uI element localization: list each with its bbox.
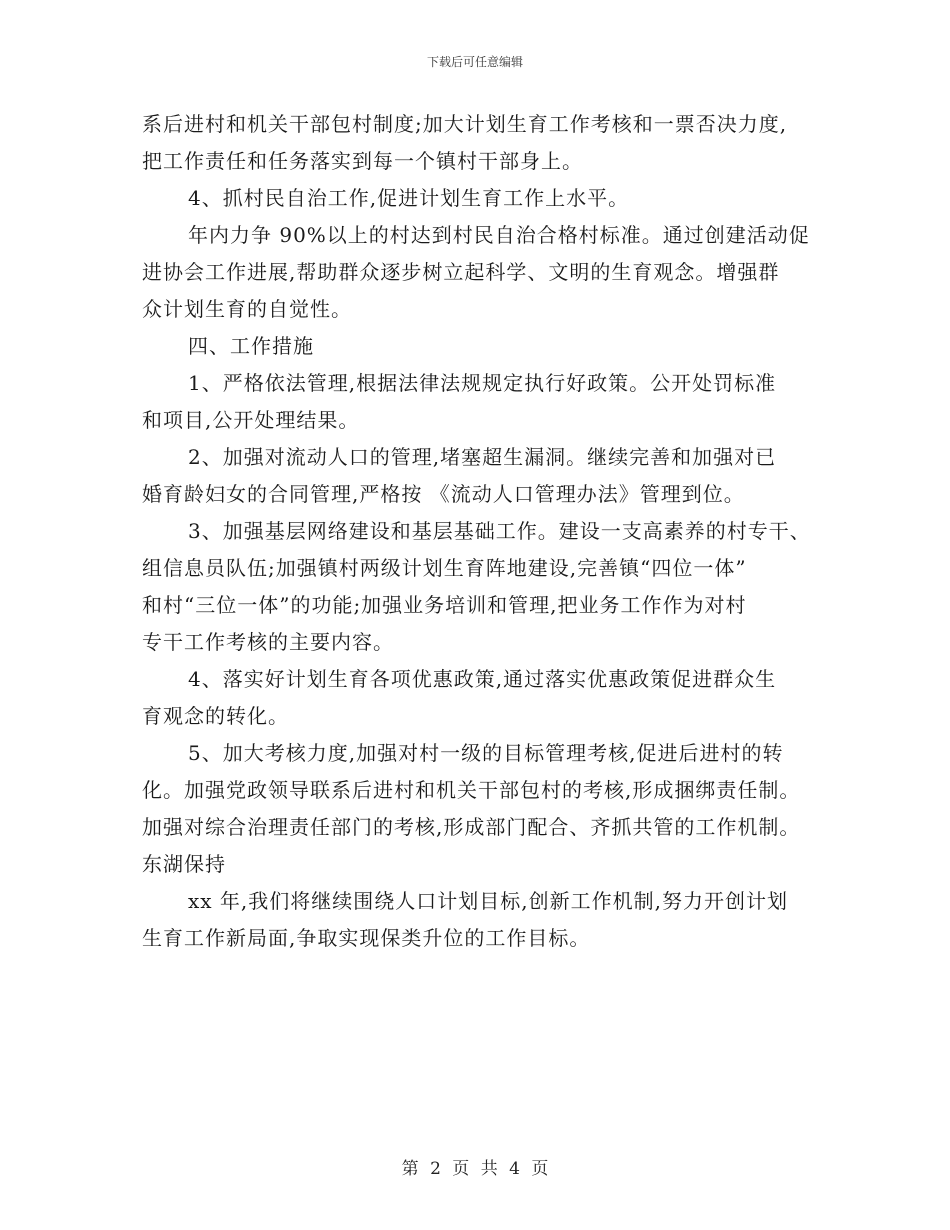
body-line: 年内力争 90%以上的村达到村民自治合格村标准。通过创建活动促 <box>188 223 810 247</box>
body-line: 东湖保持 <box>142 852 226 876</box>
body-line: 把工作责任和任务落实到每一个镇村干部身上。 <box>142 149 583 173</box>
body-line: 进协会工作进展,帮助群众逐步树立起科学、文明的生育观念。增强群 <box>142 260 780 284</box>
body-line: 生育工作新局面,争取实现保类升位的工作目标。 <box>142 926 591 950</box>
body-line: 组信息员队伍;加强镇村两级计划生育阵地建设,完善镇“四位一体” <box>142 556 747 580</box>
page-header: 下载后可任意编辑 <box>426 55 523 69</box>
body-line: 和村“三位一体”的功能;加强业务培训和管理,把业务工作作为对村 <box>142 593 747 617</box>
body-line: 加强对综合治理责任部门的考核,形成部门配合、齐抓共管的工作机制。 <box>142 815 801 839</box>
body-line: 系后进村和机关干部包村制度;加大计划生育工作考核和一票否决力度, <box>142 112 788 136</box>
body-line: 和项目,公开处理结果。 <box>142 408 360 432</box>
body-line: 化。加强党政领导联系后进村和机关干部包村的考核,形成捆绑责任制。 <box>142 778 801 802</box>
body-line: 专干工作考核的主要内容。 <box>142 630 394 654</box>
body-line: 5、加大考核力度,加强对村一级的目标管理考核,促进后进村的转 <box>188 741 784 765</box>
body-line: 众计划生育的自觉性。 <box>142 297 352 321</box>
section-heading: 四、工作措施 <box>188 334 314 358</box>
page-footer: 第 2 页 共 4 页 <box>401 1159 549 1179</box>
body-line: 4、抓村民自治工作,促进计划生育工作上水平。 <box>188 186 630 210</box>
body-line: 4、落实好计划生育各项优惠政策,通过落实优惠政策促进群众生 <box>188 667 777 691</box>
body-line: xx 年,我们将继续围绕人口计划目标,创新工作机制,努力开创计划 <box>188 889 788 913</box>
body-line: 2、加强对流动人口的管理,堵塞超生漏洞。继续完善和加强对已 <box>188 445 777 469</box>
body-line: 1、严格依法管理,根据法律法规规定执行好政策。公开处罚标准 <box>188 371 777 395</box>
body-line: 育观念的转化。 <box>142 704 289 728</box>
body-line: 3、加强基层网络建设和基层基础工作。建设一支高素养的村专干、 <box>188 519 811 543</box>
body-line: 婚育龄妇女的合同管理,严格按 《流动人口管理办法》管理到位。 <box>142 482 745 506</box>
